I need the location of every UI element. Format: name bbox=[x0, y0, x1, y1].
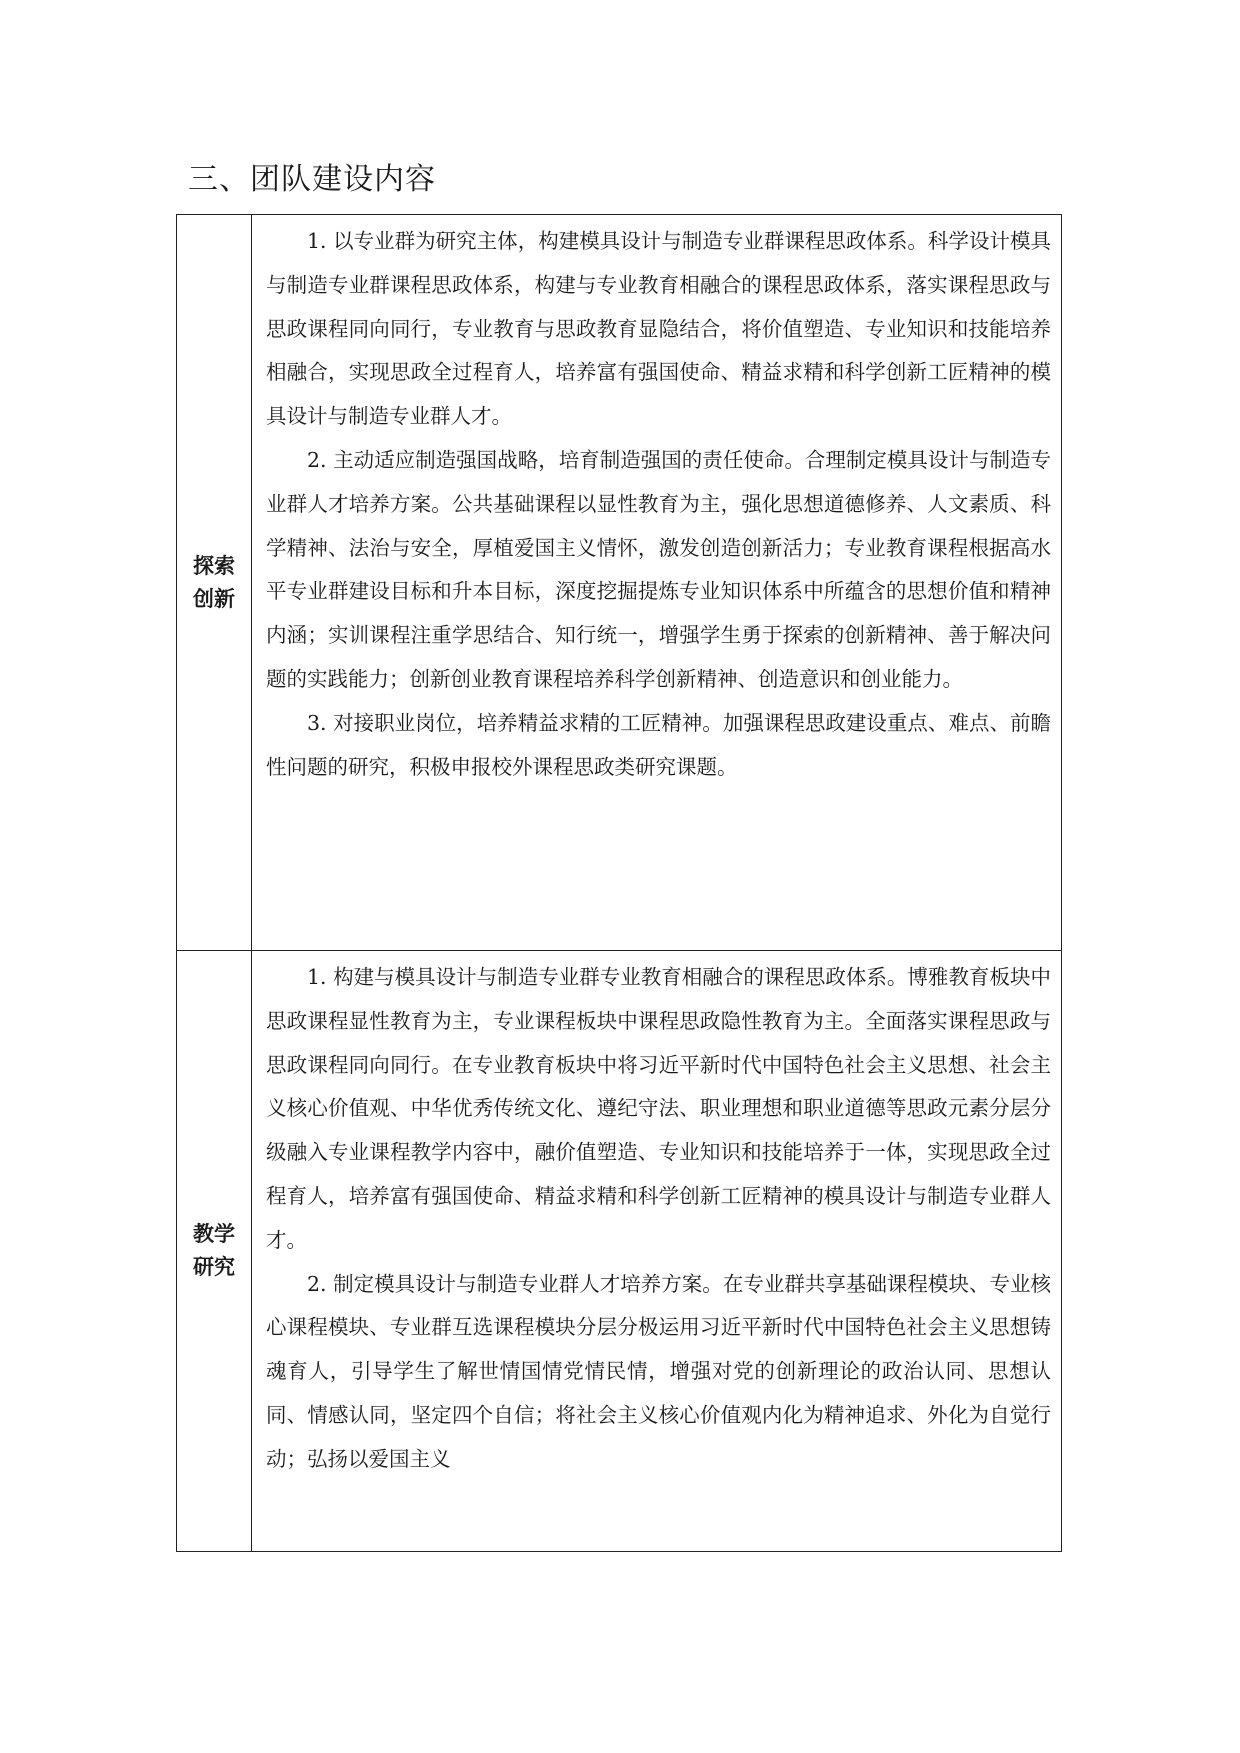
paragraph: 3. 对接职业岗位，培养精益求精的工匠精神。加强课程思政建设重点、难点、前瞻性问题的研究，积极申报校外课程思政类研究课题。 bbox=[266, 710, 1051, 779]
paragraph: 1. 构建与模具设计与制造专业群专业教育相融合的课程思政体系。博雅教育板块中思政课程显性教育为主，专业课程板块中课程思政隐性教育为主。全面落实课程思政与思政课程同向同行。在专业教育板块中将习近平新时代中国特色社会主义思想、社会主义核心价值观、中华优秀传统文化、遵纪守法、职业理想和职业道德等思政元素分层分级融入专业课程教学内容中，融价值塑造、专业知识和技能培养于一体，实现思政全过程育人，培养富有强国使命、精益求精和科学创新工匠精神的模具设计与制造专业群人才。 bbox=[266, 965, 1051, 1252]
row-content-cell bbox=[252, 215, 1062, 951]
row-content-cell bbox=[252, 951, 1062, 1552]
paragraph: 2. 主动适应制造强国战略，培育制造强国的责任使命。合理制定模具设计与制造专业群人才培养方案。公共基础课程以显性教育为主，强化思想道德修养、人文素质、科学精神、法治与安全，厚植爱国主义情怀，激发创造创新活力；专业教育课程根据高水平专业群建设目标和升本目标，深度挖掘提炼专业知识体系中所蕴含的思想价值和精神内涵；实训课程注重学思结合、知行统一，增强学生勇于探索的创新精神、善于解决问题的实践能力；创新创业教育课程培养科学创新精神、创造意识和创业能力。 bbox=[266, 447, 1051, 691]
table-row bbox=[177, 951, 1062, 1552]
content-table bbox=[176, 214, 1062, 1552]
row-label-line: 创新 bbox=[193, 586, 235, 611]
paragraph: 2. 制定模具设计与制造专业群人才培养方案。在专业群共享基础课程模块、专业核心课程模块、专业群互选课程模块分层分极运用习近平新时代中国特色社会主义思想铸魂育人，引导学生了解世情国情党情民情，增强对党的创新理论的政治认同、思想认同、情感认同，坚定四个自信；将社会主义核心价值观内化为精神追求、外化为自觉行动；弘扬以爱国主义 bbox=[266, 1271, 1051, 1471]
paragraph: 1. 以专业群为研究主体，构建模具设计与制造专业群课程思政体系。科学设计模具与制造专业群课程思政体系，构建与专业教育相融合的课程思政体系，落实课程思政与思政课程同向同行，专业教育与思政教育显隐结合，将价值塑造、专业知识和技能培养相融合，实现思政全过程育人，培养富有强国使命、精益求精和科学创新工匠精神的模具设计与制造专业群人才。 bbox=[266, 229, 1051, 429]
section-title: 三、团队建设内容 bbox=[188, 162, 436, 197]
row-label-cell bbox=[177, 215, 252, 951]
row-label-line: 教学 bbox=[193, 1222, 235, 1246]
row-label-line: 探索 bbox=[193, 553, 235, 578]
row-label-line: 研究 bbox=[193, 1255, 235, 1279]
row-label-cell bbox=[177, 951, 252, 1552]
table-row bbox=[177, 215, 1062, 951]
